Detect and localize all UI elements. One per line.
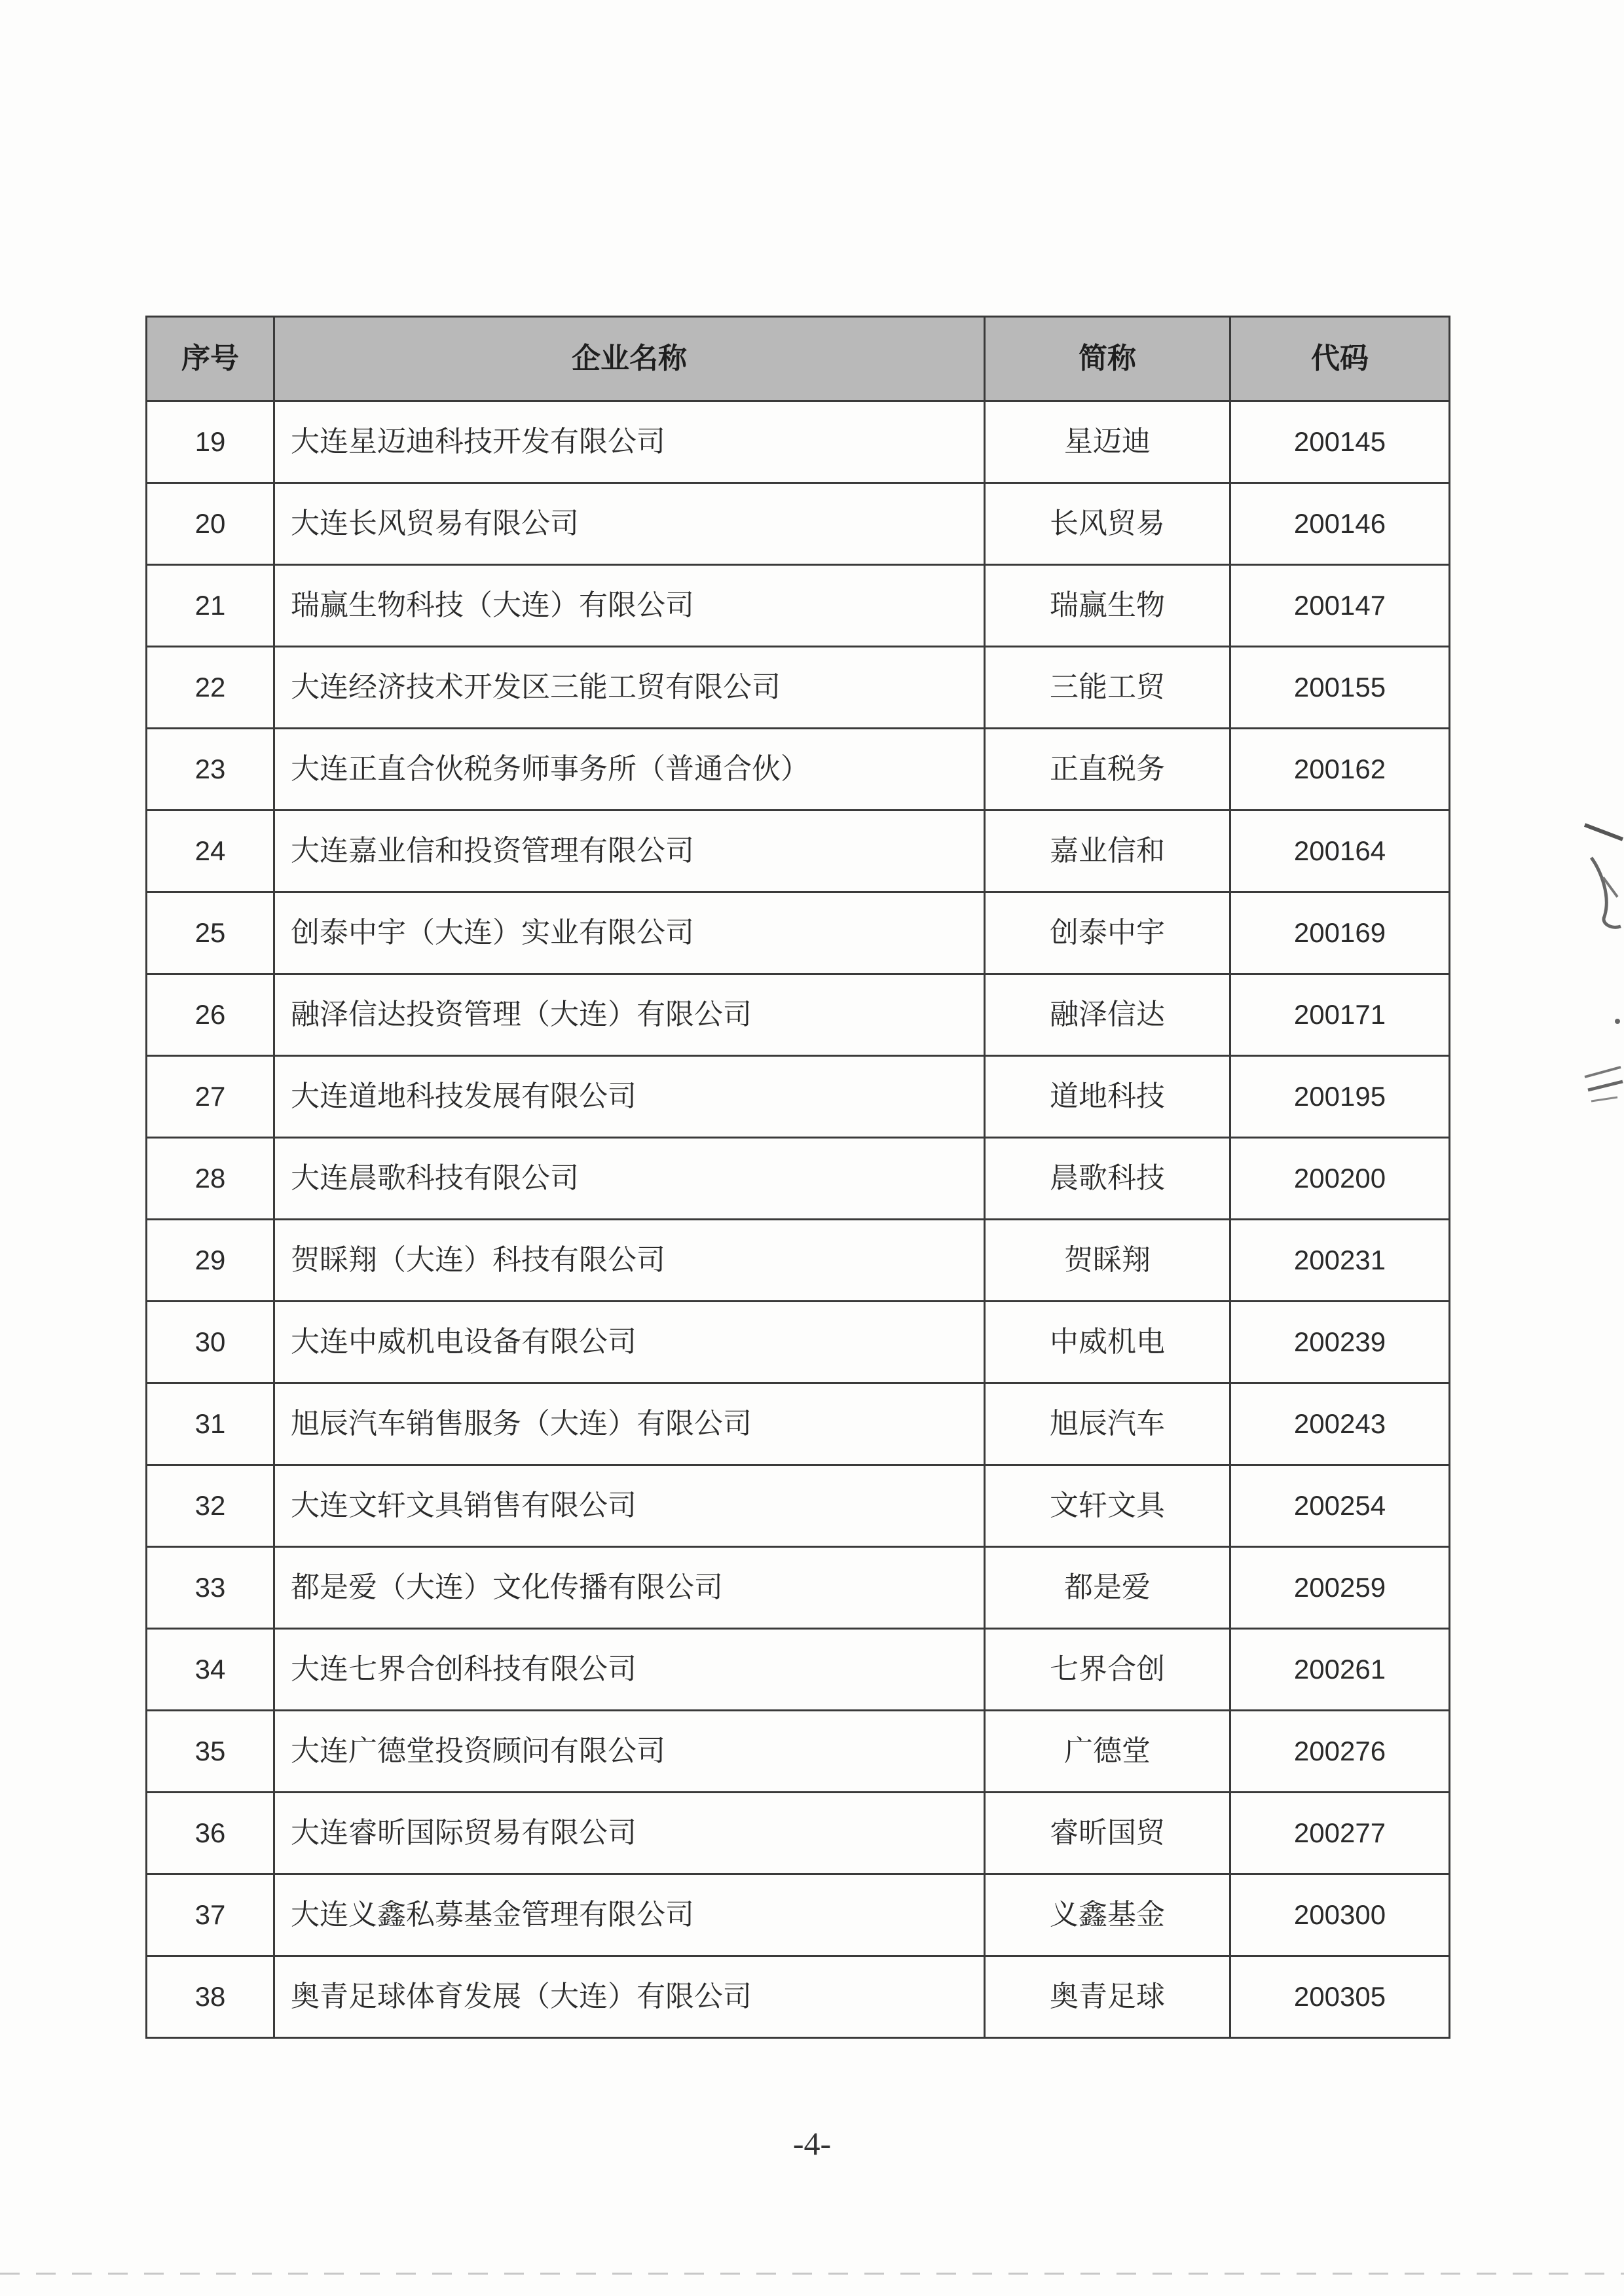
row-name: 融泽信达投资管理（大连）有限公司 <box>274 974 985 1056</box>
row-code: 200164 <box>1230 811 1450 892</box>
row-abbr: 七界合创 <box>985 1629 1230 1711</box>
table-row <box>147 483 1450 565</box>
row-abbr: 长风贸易 <box>985 483 1230 565</box>
row-abbr: 融泽信达 <box>985 974 1230 1056</box>
row-code: 200261 <box>1230 1629 1450 1711</box>
row-code: 200146 <box>1230 483 1450 565</box>
table-row <box>147 1302 1450 1383</box>
row-name: 大连经济技术开发区三能工贸有限公司 <box>274 647 985 729</box>
row-name: 大连正直合伙税务师事务所（普通合伙） <box>274 729 985 811</box>
row-abbr: 三能工贸 <box>985 647 1230 729</box>
row-code: 200147 <box>1230 565 1450 647</box>
row-abbr: 正直税务 <box>985 729 1230 811</box>
scan-artifact-line <box>0 2270 1624 2277</box>
row-name: 大连道地科技发展有限公司 <box>274 1056 985 1138</box>
row-abbr: 星迈迪 <box>985 401 1230 483</box>
row-code: 200305 <box>1230 1956 1450 2038</box>
table-row <box>147 1793 1450 1874</box>
row-code: 200145 <box>1230 401 1450 483</box>
table-body <box>147 401 1450 2038</box>
row-index: 23 <box>147 729 274 811</box>
header-abbr: 简称 <box>985 317 1230 401</box>
row-index: 33 <box>147 1547 274 1629</box>
table-row <box>147 892 1450 974</box>
table-row <box>147 729 1450 811</box>
table-row <box>147 1711 1450 1793</box>
row-code: 200200 <box>1230 1138 1450 1220</box>
row-index: 32 <box>147 1465 274 1547</box>
row-name: 大连长风贸易有限公司 <box>274 483 985 565</box>
table-header <box>147 317 1450 401</box>
row-abbr: 道地科技 <box>985 1056 1230 1138</box>
row-abbr: 瑞赢生物 <box>985 565 1230 647</box>
table-row <box>147 1465 1450 1547</box>
row-index: 30 <box>147 1302 274 1383</box>
table-row <box>147 1629 1450 1711</box>
row-abbr: 义鑫基金 <box>985 1874 1230 1956</box>
row-abbr: 晨歌科技 <box>985 1138 1230 1220</box>
row-index: 29 <box>147 1220 274 1302</box>
row-code: 200169 <box>1230 892 1450 974</box>
row-name: 贺睬翔（大连）科技有限公司 <box>274 1220 985 1302</box>
enterprise-table <box>145 316 1450 2039</box>
row-name: 瑞赢生物科技（大连）有限公司 <box>274 565 985 647</box>
row-abbr: 贺睬翔 <box>985 1220 1230 1302</box>
row-name: 大连睿昕国际贸易有限公司 <box>274 1793 985 1874</box>
row-index: 27 <box>147 1056 274 1138</box>
row-index: 35 <box>147 1711 274 1793</box>
table-row <box>147 1383 1450 1465</box>
row-abbr: 奥青足球 <box>985 1956 1230 2038</box>
row-index: 36 <box>147 1793 274 1874</box>
row-index: 24 <box>147 811 274 892</box>
table-header-row <box>147 317 1450 401</box>
row-index: 25 <box>147 892 274 974</box>
row-index: 34 <box>147 1629 274 1711</box>
table-row <box>147 1874 1450 1956</box>
row-index: 22 <box>147 647 274 729</box>
row-index: 21 <box>147 565 274 647</box>
table-row <box>147 1056 1450 1138</box>
row-code: 200259 <box>1230 1547 1450 1629</box>
row-name: 大连晨歌科技有限公司 <box>274 1138 985 1220</box>
table-row <box>147 1138 1450 1220</box>
row-index: 26 <box>147 974 274 1056</box>
row-name: 奥青足球体育发展（大连）有限公司 <box>274 1956 985 2038</box>
row-name: 大连七界合创科技有限公司 <box>274 1629 985 1711</box>
row-code: 200195 <box>1230 1056 1450 1138</box>
row-abbr: 中威机电 <box>985 1302 1230 1383</box>
row-index: 31 <box>147 1383 274 1465</box>
row-abbr: 睿昕国贸 <box>985 1793 1230 1874</box>
row-abbr: 都是爱 <box>985 1547 1230 1629</box>
enterprise-table-container <box>145 316 1449 2039</box>
row-code: 200277 <box>1230 1793 1450 1874</box>
row-code: 200231 <box>1230 1220 1450 1302</box>
table-row <box>147 565 1450 647</box>
table-row <box>147 1547 1450 1629</box>
row-code: 200155 <box>1230 647 1450 729</box>
row-abbr: 创泰中宇 <box>985 892 1230 974</box>
row-index: 38 <box>147 1956 274 2038</box>
table-row <box>147 401 1450 483</box>
row-code: 200276 <box>1230 1711 1450 1793</box>
row-code: 200162 <box>1230 729 1450 811</box>
row-abbr: 广德堂 <box>985 1711 1230 1793</box>
table-row <box>147 647 1450 729</box>
row-code: 200239 <box>1230 1302 1450 1383</box>
row-code: 200171 <box>1230 974 1450 1056</box>
row-name: 都是爱（大连）文化传播有限公司 <box>274 1547 985 1629</box>
row-name: 创泰中宇（大连）实业有限公司 <box>274 892 985 974</box>
table-row <box>147 1220 1450 1302</box>
row-name: 大连星迈迪科技开发有限公司 <box>274 401 985 483</box>
row-name: 大连嘉业信和投资管理有限公司 <box>274 811 985 892</box>
page-number: -4- <box>792 2125 832 2162</box>
row-index: 20 <box>147 483 274 565</box>
row-code: 200243 <box>1230 1383 1450 1465</box>
row-name: 大连文轩文具销售有限公司 <box>274 1465 985 1547</box>
row-index: 19 <box>147 401 274 483</box>
header-name: 企业名称 <box>274 317 985 401</box>
row-name: 大连中威机电设备有限公司 <box>274 1302 985 1383</box>
row-name: 旭辰汽车销售服务（大连）有限公司 <box>274 1383 985 1465</box>
row-code: 200300 <box>1230 1874 1450 1956</box>
row-name: 大连广德堂投资顾问有限公司 <box>274 1711 985 1793</box>
row-index: 28 <box>147 1138 274 1220</box>
header-code: 代码 <box>1230 317 1450 401</box>
table-row <box>147 811 1450 892</box>
row-abbr: 嘉业信和 <box>985 811 1230 892</box>
row-code: 200254 <box>1230 1465 1450 1547</box>
row-index: 37 <box>147 1874 274 1956</box>
table-row <box>147 1956 1450 2038</box>
row-name: 大连义鑫私募基金管理有限公司 <box>274 1874 985 1956</box>
row-abbr: 旭辰汽车 <box>985 1383 1230 1465</box>
seal-fragment-graphic <box>1572 799 1624 1126</box>
table-row <box>147 974 1450 1056</box>
row-abbr: 文轩文具 <box>985 1465 1230 1547</box>
header-index: 序号 <box>147 317 274 401</box>
